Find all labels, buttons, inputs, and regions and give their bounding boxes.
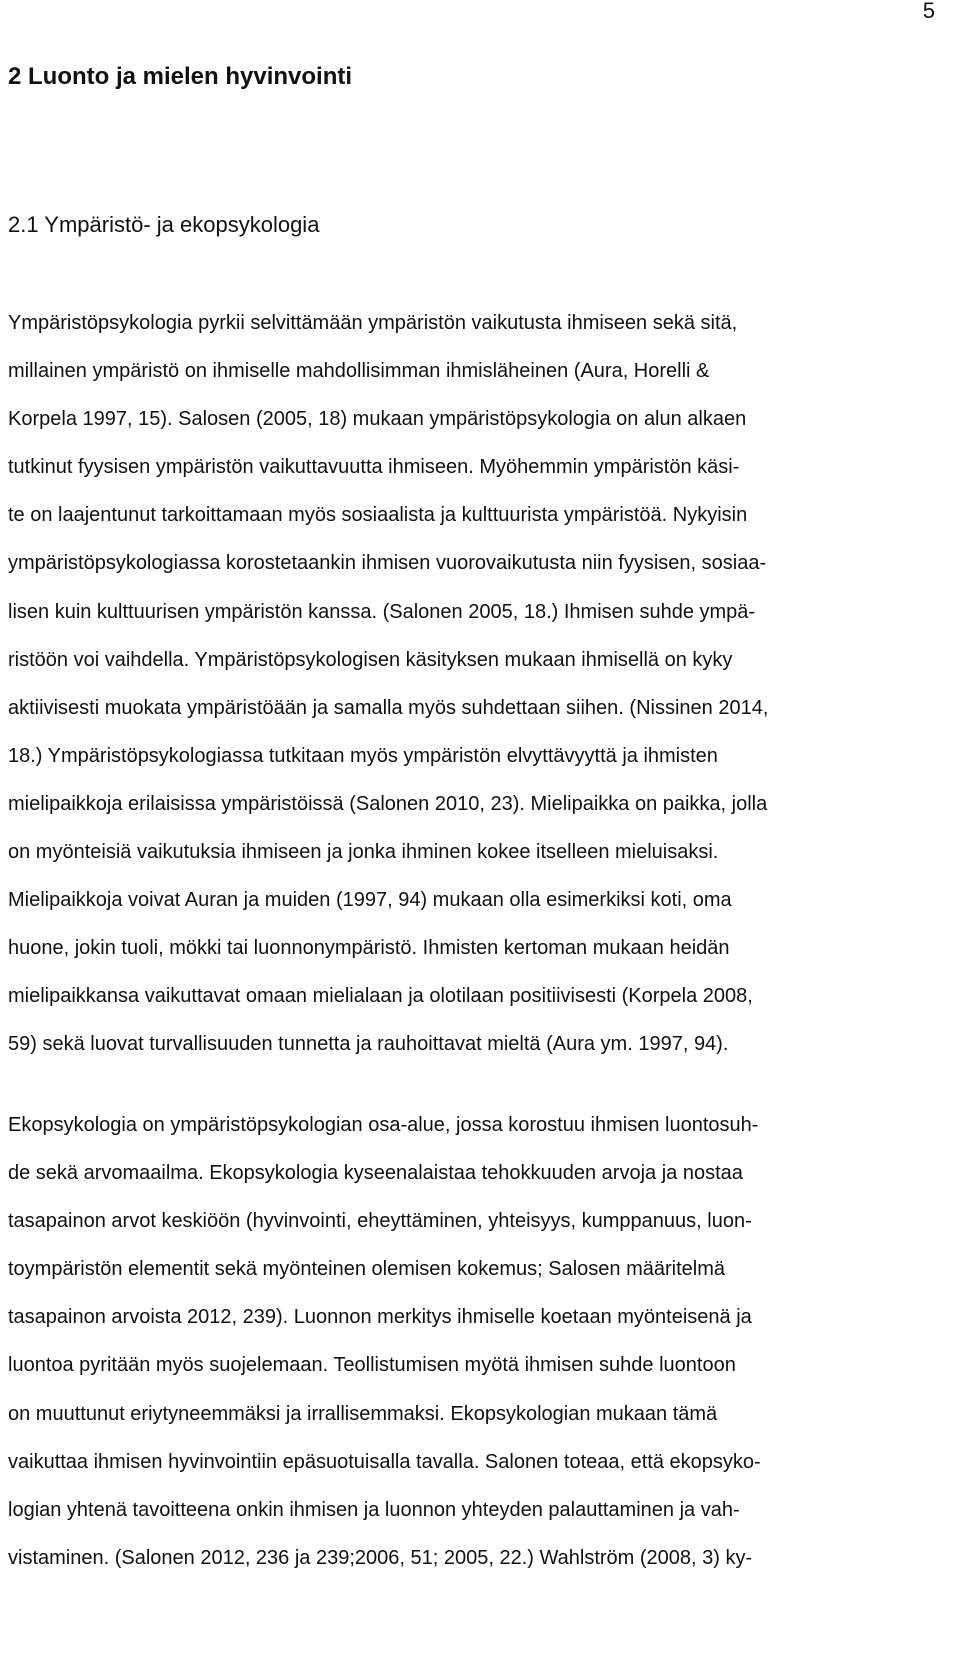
text-line: vistaminen. (Salonen 2012, 236 ja 239;2006, 51; 2005, 22.) Wahlström (2008, 3) ky- — [8, 1546, 753, 1569]
text-line: luontoa pyritään myös suojelemaan. Teollistumisen myötä ihmisen suhde luontoon — [8, 1354, 736, 1377]
paragraph-environmental-psychology — [8, 310, 958, 1080]
text-line: tutkinut fyysisen ympäristön vaikuttavuutta ihmiseen. Myöhemmin ympäristön käsi- — [8, 456, 740, 479]
page-number: 5 — [922, 0, 935, 23]
text-line: logian yhtenä tavoitteena onkin ihmisen ja luonnon yhteyden palauttaminen ja vah- — [8, 1498, 740, 1521]
text-line: tasapainon arvot keskiöön (hyvinvointi, eheyttäminen, yhteisyys, kumppanuus, luon- — [8, 1210, 752, 1233]
text-line: de sekä arvomaailma. Ekopsykologia kyseenalaistaa tehokkuuden arvoja ja nostaa — [8, 1162, 743, 1185]
text-line: millainen ympäristö on ihmiselle mahdollisimman ihmisläheinen (Aura, Horelli & — [8, 360, 710, 383]
text-line: lisen kuin kulttuurisen ympäristön kanssa. (Salonen 2005, 18.) Ihmisen suhde ympä- — [8, 600, 756, 623]
text-line: mielipaikkoja erilaisissa ympäristöissä (Salonen 2010, 23). Mielipaikka on paikka, jolla — [8, 792, 768, 815]
text-line: te on laajentunut tarkoittamaan myös sosiaalista ja kulttuurista ympäristöä. Nykyisin — [8, 504, 748, 527]
text-line: Ympäristöpsykologia pyrkii selvittämään ympäristön vaikutusta ihmiseen sekä sitä, — [8, 312, 738, 334]
text-line: huone, jokin tuoli, mökki tai luonnonympäristö. Ihmisten kertoman mukaan heidän — [8, 937, 730, 960]
text-line: vaikuttaa ihmisen hyvinvointiin epäsuotuisalla tavalla. Salonen toteaa, että ekopsyko- — [8, 1450, 761, 1473]
text-line: ristöön voi vaihdella. Ympäristöpsykologisen käsityksen mukaan ihmisellä on kyky — [8, 648, 733, 671]
text-line: aktiivisesti muokata ympäristöään ja samalla myös suhdettaan siihen. (Nissinen 2014, — [8, 696, 769, 719]
text-line: 18.) Ympäristöpsykologiassa tutkitaan myös ympäristön elvyttävyyttä ja ihmisten — [8, 744, 718, 767]
text-line: Korpela 1997, 15). Salosen (2005, 18) mukaan ympäristöpsykologia on alun alkaen — [8, 408, 747, 431]
text-line: Ekopsykologia on ympäristöpsykologian osa-alue, jossa korostuu ihmisen luontosuh- — [8, 1114, 759, 1136]
text-line: 59) sekä luovat turvallisuuden tunnetta ja rauhoittavat mieltä (Aura ym. 1997, 94). — [8, 1033, 729, 1056]
text-line: ympäristöpsykologiassa korostetaankin ihmisen vuorovaikutusta niin fyysisen, sosiaa- — [8, 552, 767, 575]
text-line: Mielipaikkoja voivat Auran ja muiden (1997, 94) mukaan olla esimerkiksi koti, oma — [8, 889, 732, 912]
text-line: on muuttunut eriytyneemmäksi ja irrallisemmaksi. Ekopsykologian mukaan tämä — [8, 1402, 718, 1425]
text-line: mielipaikkansa vaikuttavat omaan mielialaan ja olotilaan positiivisesti (Korpela 2008, — [8, 985, 753, 1008]
paragraph-ecopsychology — [8, 1112, 958, 1593]
section-title: 2.1 Ympäristö- ja ekopsykologia — [8, 212, 320, 237]
chapter-title: 2 Luonto ja mielen hyvinvointi — [8, 63, 353, 90]
text-line: on myönteisiä vaikutuksia ihmiseen ja jonka ihminen kokee itselleen mieluisaksi. — [8, 841, 719, 864]
text-line: tasapainon arvoista 2012, 239). Luonnon merkitys ihmiselle koetaan myönteisenä ja — [8, 1306, 752, 1329]
text-line: toympäristön elementit sekä myönteinen olemisen kokemus; Salosen määritelmä — [8, 1258, 726, 1281]
